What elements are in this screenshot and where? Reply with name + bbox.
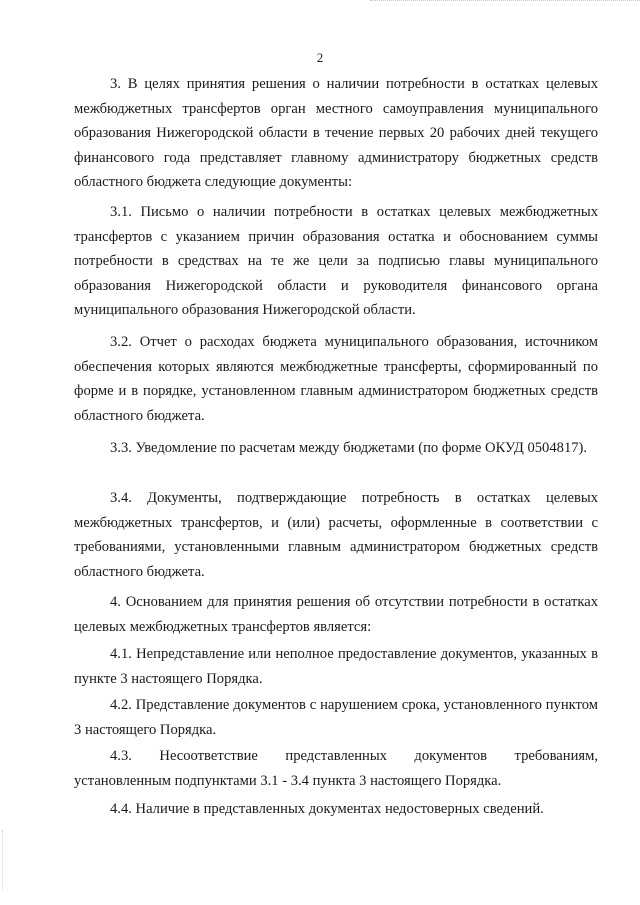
paragraph-4: 4. Основанием для принятия решения об отсутствии потребности в остатках целевых межбюджетных трансфертов является: [74, 594, 598, 635]
paragraph-3-4: 3.4. Документы, подтверждающие потребность в остатках целевых межбюджетных трансфертов, и (или) расчеты, оформленные в соответствии с требованиями, установленными главным администратором бюджетных средств областного бюджета. [74, 490, 598, 580]
scan-artifact-top [370, 0, 640, 4]
paragraph-3-3: 3.3. Уведомление по расчетам между бюджетами (по форме ОКУД 0504817). [110, 440, 588, 456]
paragraph-4-1: 4.1. Непредставление или неполное предоставление документов, указанных в пункте 3 настоящего Порядка. [74, 646, 598, 687]
paragraph-3: 3. В целях принятия решения о наличии потребности в остатках целевых межбюджетных трансфертов орган местного самоуправления муниципального образования Нижегородской области в течение первых 20 рабочих дней текущего финансового года представляет главному администратору бюджетных средств областного бюджета следующие документы: [74, 76, 598, 191]
paragraph-4-3: 4.3. Несоответствие представленных документов требованиям, установленным подпунктами 3.1 - 3.4 пункта 3 настоящего Порядка. [74, 748, 598, 789]
paragraph-3-2: 3.2. Отчет о расходах бюджета муниципального образования, источником обеспечения которых являются межбюджетные трансферты, сформированный по форме и в порядке, установленном главным администратором бюджетных средств областного бюджета. [74, 334, 598, 424]
page-number: 2 [316, 50, 324, 65]
paragraph-4-4: 4.4. Наличие в представленных документах недостоверных сведений. [110, 801, 544, 817]
scan-artifact-left [2, 830, 5, 890]
paragraph-4-2: 4.2. Представление документов с нарушением срока, установленного пунктом 3 настоящего Порядка. [74, 697, 598, 738]
paragraph-3-1: 3.1. Письмо о наличии потребности в остатках целевых межбюджетных трансфертов с указанием причин образования остатка и обоснованием суммы потребности в средствах на те же цели за подписью главы муниципального образования Нижегородской области и руководителя финансового органа муниципального образования Нижегородской области. [74, 204, 598, 319]
